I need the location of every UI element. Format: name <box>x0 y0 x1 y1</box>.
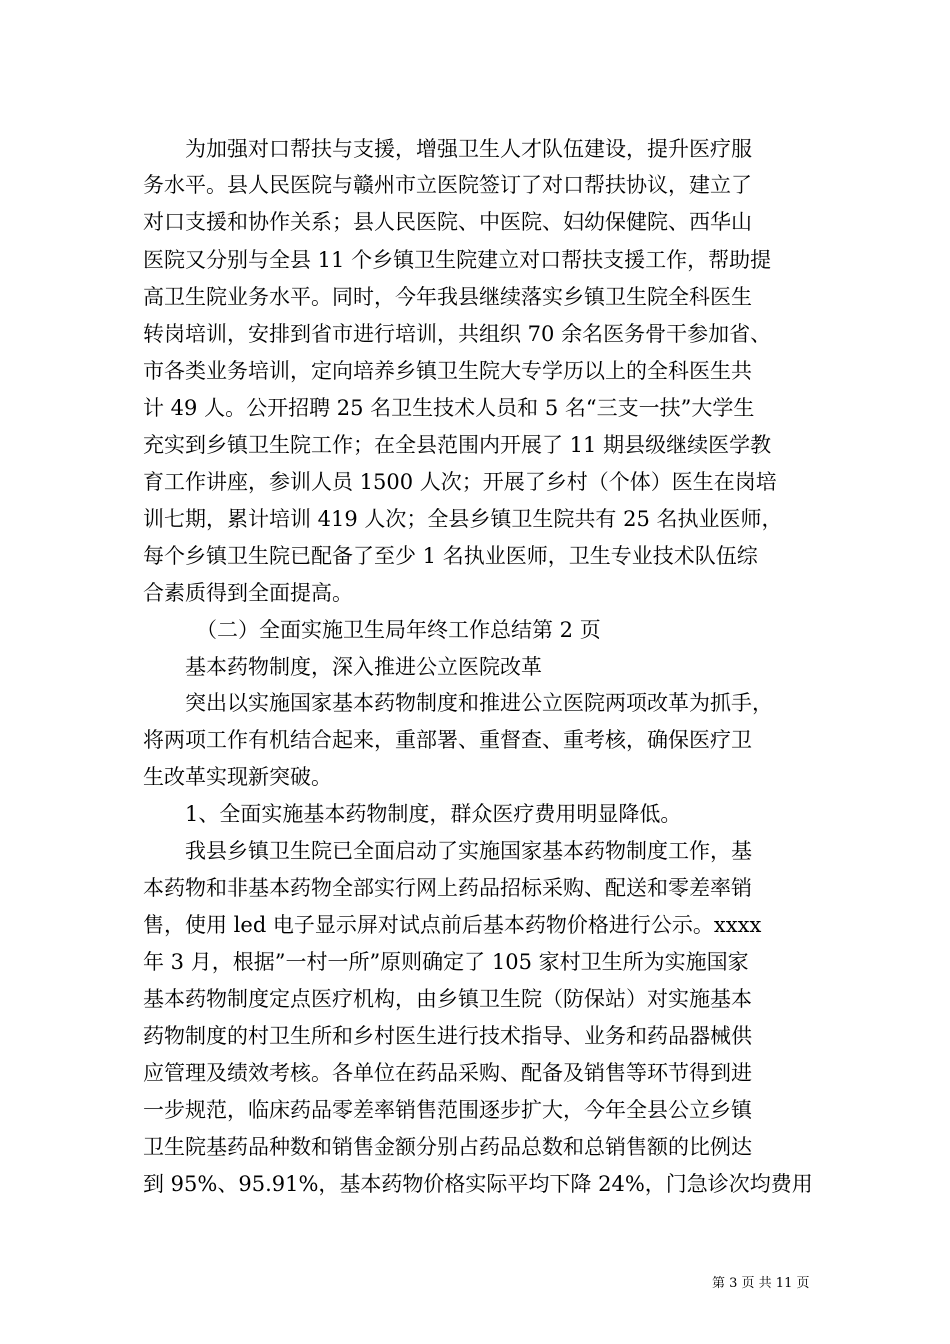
paragraph-line: 年 3 月，根据”一村一所”原则确定了 105 家村卫生所为实施国家 <box>143 950 749 974</box>
paragraph-line: 务水平。县人民医院与赣州市立医院签订了对口帮扶协议，建立了 <box>143 173 752 197</box>
paragraph-line: 市各类业务培训，定向培养乡镇卫生院大专学历以上的全科医生共 <box>143 359 752 383</box>
paragraph-line: 计 49 人。公开招聘 25 名卫生技术人员和 5 名“三支一扶”大学生 <box>143 396 755 420</box>
paragraph-line: 每个乡镇卫生院已配备了至少 1 名执业医师，卫生专业技术队伍综 <box>143 544 758 568</box>
subsection-heading: 1、全面实施基本药物制度，群众医疗费用明显降低。 <box>185 802 682 826</box>
paragraph-line: 药物制度的村卫生所和乡村医生进行技术指导、业务和药品器械供 <box>143 1024 752 1048</box>
paragraph-line: 育工作讲座，参训人员 1500 人次；开展了乡村（个体）医生在岗培 <box>143 470 777 494</box>
paragraph-line: 基本药物制度定点医疗机构，由乡镇卫生院（防保站）对实施基本 <box>143 987 752 1011</box>
paragraph-line: 售，使用 led 电子显示屏对试点前后基本药物价格进行公示。xxxx <box>143 913 762 937</box>
paragraph-line: 本药物和非基本药物全部实行网上药品招标采购、配送和零差率销 <box>143 876 752 900</box>
paragraph-line: 突出以实施国家基本药物制度和推进公立医院两项改革为抓手， <box>185 691 773 715</box>
paragraph-line: 应管理及绩效考核。各单位在药品采购、配备及销售等环节得到进 <box>143 1061 752 1085</box>
paragraph-line: 卫生院基药品种数和销售金额分别占药品总数和总销售额的比例达 <box>143 1135 752 1159</box>
paragraph-line: 充实到乡镇卫生院工作；在全县范围内开展了 11 期县级继续医学教 <box>143 433 772 457</box>
paragraph-line: 为加强对口帮扶与支援，增强卫生人才队伍建设，提升医疗服 <box>185 137 752 161</box>
paragraph-line: 转岗培训，安排到省市进行培训，共组织 70 余名医务骨干参加省、 <box>143 322 772 346</box>
paragraph-line: 合素质得到全面提高。 <box>143 581 353 605</box>
paragraph-line: 训七期，累计培训 419 人次；全县乡镇卫生院共有 25 名执业医师， <box>143 507 783 531</box>
paragraph-line: 我县乡镇卫生院已全面启动了实施国家基本药物制度工作，基 <box>185 839 752 863</box>
paragraph-line: 一步规范，临床药品零差率销售范围逐步扩大，今年全县公立乡镇 <box>143 1098 752 1122</box>
paragraph-line: 到 95%、95.91%，基本药物价格实际平均下降 24%，门急诊次均费用 <box>143 1172 813 1196</box>
paragraph-line: 生改革实现新突破。 <box>143 765 332 789</box>
section-heading: （二）全面实施卫生局年终工作总结第 2 页 <box>196 618 601 642</box>
paragraph-line: 将两项工作有机结合起来，重部署、重督查、重考核，确保医疗卫 <box>143 728 752 752</box>
paragraph-line: 医院又分别与全县 11 个乡镇卫生院建立对口帮扶支援工作，帮助提 <box>143 248 772 272</box>
page-number-footer: 第 3 页 共 11 页 <box>712 1276 810 1291</box>
paragraph-line: 高卫生院业务水平。同时，今年我县继续落实乡镇卫生院全科医生 <box>143 285 752 309</box>
paragraph-line: 对口支援和协作关系；县人民医院、中医院、妇幼保健院、西华山 <box>143 210 752 234</box>
section-heading-continued: 基本药物制度，深入推进公立医院改革 <box>185 655 542 679</box>
